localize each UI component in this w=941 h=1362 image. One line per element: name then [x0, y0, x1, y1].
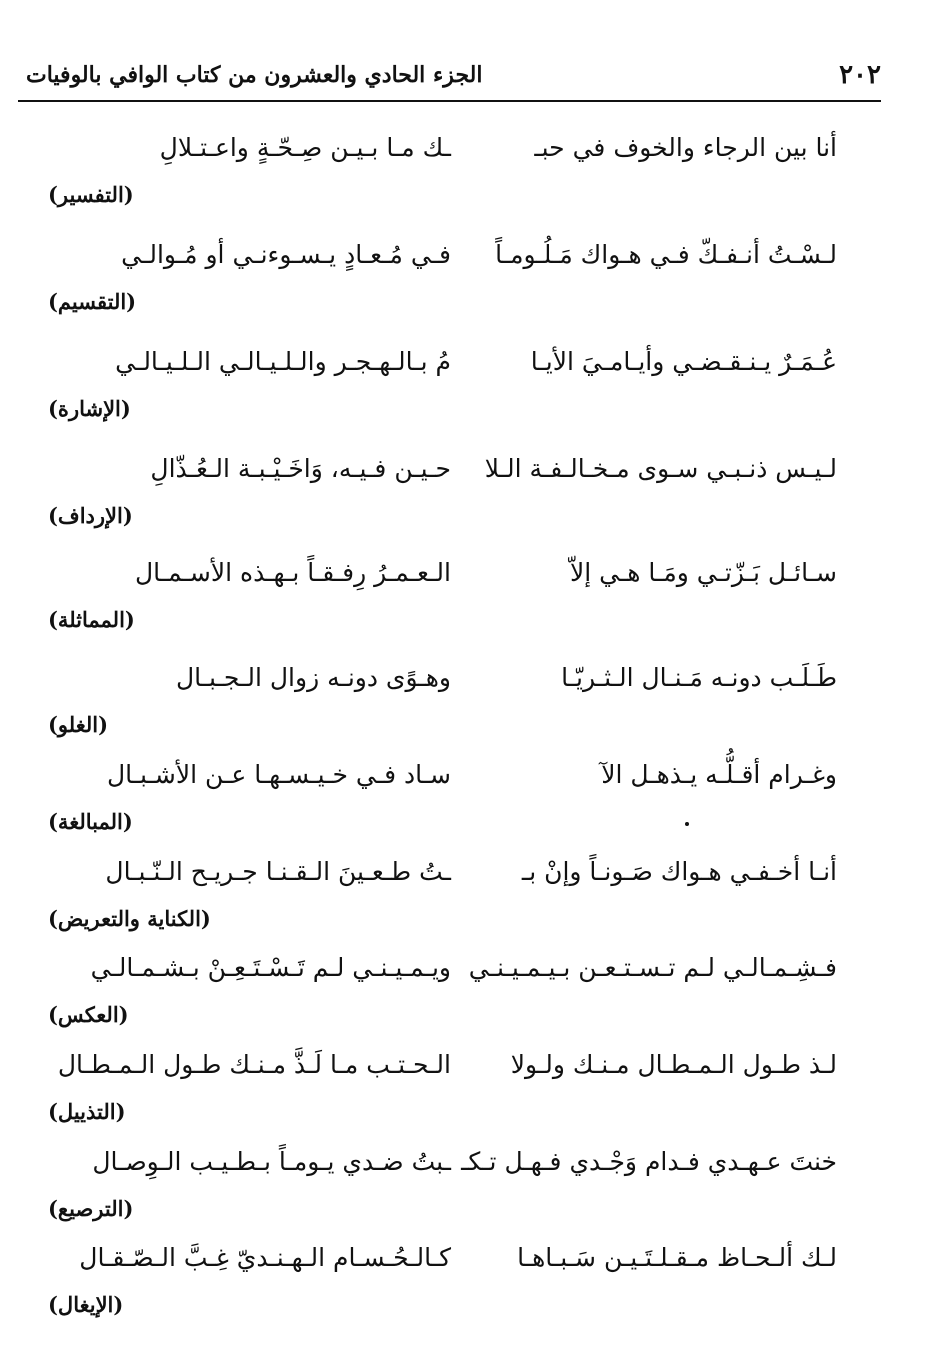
verse-1 [0, 128, 941, 228]
verse-second-hemistich: فـي مُـعـادٍ يـسـوءنـي أو مُـوالـي [121, 240, 451, 269]
verse-first-hemistich: أنا بين الرجاء والخوف في حبـ [534, 133, 837, 162]
ink-speck [685, 822, 689, 826]
verse-second-hemistich: ـبتُ ضـدي يـومـاً بـطـيـب الـوِصـال [92, 1147, 451, 1176]
rhetorical-device-label: (الترصيع) [48, 1196, 134, 1221]
verse-8 [0, 852, 941, 952]
verse-second-hemistich: وهـوًى دونـه زوال الـجـبـال [175, 663, 451, 692]
rhetorical-device-label: (العكس) [48, 1002, 129, 1027]
verse-first-hemistich: أنـا أخـفـي هـواك صَـونـاً وإنْ بـ [521, 857, 837, 886]
verse-10 [0, 1045, 941, 1145]
verse-second-hemistich: حـيـن فـيـه، وَاخَـيْـبـة الـعُـذّالِ [150, 454, 451, 483]
verse-second-hemistich: ويـمـيـنـي لـم تَـسْـتَـعِـنْ بـشـمـالـي [90, 953, 451, 982]
verse-4 [0, 449, 941, 549]
verse-7 [0, 755, 941, 855]
verse-second-hemistich: الـحـتـب مـا لَـذَّ مـنـك طـول الـمـطـال [57, 1050, 451, 1079]
verse-first-hemistich: لـك ألـحـاظ مـقـلـتَـيـن سَـبـاهـا [517, 1243, 837, 1272]
verse-first-hemistich: خنتَ عـهـدي فـدام وَجْـدي فـهـل تـكـ [461, 1147, 837, 1176]
rhetorical-device-label: (المماثلة) [48, 607, 135, 632]
verse-2 [0, 235, 941, 335]
verse-first-hemistich: لـسْـتُ أنـفـكّ فـي هـواك مَـلُـومـاً [495, 240, 837, 269]
verse-first-hemistich: سـائـل بَـزّتـي ومَـا هـي إلاّ [569, 558, 837, 587]
page-number: ٢٠٢ [839, 60, 881, 90]
verse-6 [0, 658, 941, 758]
verse-second-hemistich: ـك مـا بـيـن صِـحّـةٍ واعـتـلالِ [159, 133, 451, 162]
rhetorical-device-label: (الإرداف) [48, 503, 133, 528]
verse-second-hemistich: كـالـحُـسـام الـهـنـديّ غِـبَّ الـصّـقـال [79, 1243, 451, 1272]
rhetorical-device-label: (التفسير) [48, 182, 134, 207]
verse-9 [0, 948, 941, 1048]
verse-first-hemistich: فـشِـمـالـي لـم تـسـتـعـن بـيـمـيـنـي [468, 953, 837, 982]
verse-second-hemistich: سـاد فـي خـيـسـهـا عـن الأشـبـال [106, 760, 451, 789]
rhetorical-device-label: (المبالغة) [48, 809, 133, 834]
verse-12 [0, 1238, 941, 1338]
verse-first-hemistich: عُـمَـرٌ يـنـقـضـي وأيـامـيَ الأيـا [530, 347, 837, 376]
rhetorical-device-label: (الإيغال) [48, 1292, 124, 1317]
rhetorical-device-label: (الكناية والتعريض) [48, 906, 211, 931]
verse-second-hemistich: ـتُ طـعـينَ الـقـنـا جـريـح الـنّـبـال [105, 857, 451, 886]
verse-3 [0, 342, 941, 442]
rhetorical-device-label: (الإشارة) [48, 396, 131, 421]
verse-first-hemistich: لـذ طـول الـمـطـال مـنـك ولـولا [510, 1050, 837, 1079]
verse-first-hemistich: لـيـس ذنـبـي سـوى مـخـالـفـة الـلا [484, 454, 837, 483]
verse-first-hemistich: طَـلَـب دونـه مَـنـال الـثـريّـا [561, 663, 837, 692]
rhetorical-device-label: (التذييل) [48, 1099, 126, 1124]
verse-second-hemistich: الـعـمـرُ رِفـقـاً بـهـذه الأسـمـال [134, 558, 451, 587]
page-header [18, 58, 881, 102]
verse-11 [0, 1142, 941, 1242]
verse-first-hemistich: وغـرام أقـلُّـه يـذهـل الآ [601, 760, 837, 789]
verse-second-hemistich: مُ بـالـهـجـر والـلـيـالـي الـلـيـالـي [115, 347, 451, 376]
rhetorical-device-label: (الغلو) [48, 712, 109, 737]
running-title: الجزء الحادي والعشرون من كتاب الوافي بالوفيات [26, 62, 483, 88]
verse-5 [0, 553, 941, 653]
rhetorical-device-label: (التقسيم) [48, 289, 137, 314]
